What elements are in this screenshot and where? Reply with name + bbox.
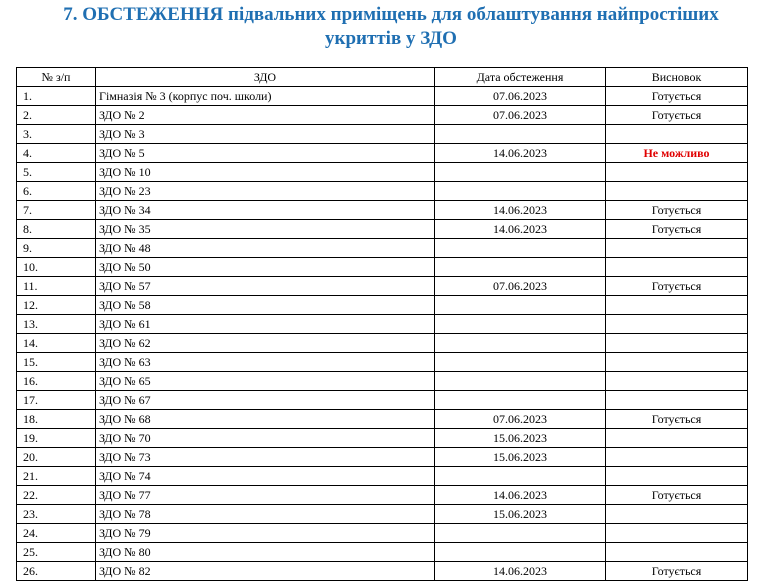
- table-row: [17, 182, 748, 201]
- row-survey-date: 15.06.2023: [435, 448, 606, 467]
- row-conclusion: [606, 429, 748, 448]
- table-row: [17, 524, 748, 543]
- row-conclusion: [606, 543, 748, 562]
- row-number: 15.: [17, 353, 96, 372]
- row-number: 22.: [17, 486, 96, 505]
- row-survey-date: [435, 315, 606, 334]
- row-survey-date: [435, 391, 606, 410]
- row-conclusion: [606, 296, 748, 315]
- row-conclusion: Готується: [606, 277, 748, 296]
- header-number: № з/п: [17, 68, 96, 87]
- table-row: [17, 87, 748, 106]
- row-institution: ЗДО № 80: [96, 543, 435, 562]
- row-conclusion: [606, 505, 748, 524]
- row-number: 5.: [17, 163, 96, 182]
- row-institution: Гімназія № 3 (корпус поч. школи): [96, 87, 435, 106]
- table-row: [17, 106, 748, 125]
- row-survey-date: [435, 258, 606, 277]
- row-conclusion: Не можливо: [606, 144, 748, 163]
- table-row: [17, 163, 748, 182]
- row-institution: ЗДО № 10: [96, 163, 435, 182]
- table-row: [17, 448, 748, 467]
- row-conclusion: [606, 448, 748, 467]
- row-survey-date: [435, 372, 606, 391]
- table-row: [17, 353, 748, 372]
- row-number: 18.: [17, 410, 96, 429]
- row-conclusion: Готується: [606, 87, 748, 106]
- table-row: [17, 562, 748, 581]
- table-row: [17, 296, 748, 315]
- row-survey-date: [435, 353, 606, 372]
- table-row: [17, 410, 748, 429]
- row-conclusion: [606, 334, 748, 353]
- table-header-row: [17, 68, 748, 87]
- table-row: [17, 429, 748, 448]
- table-row: [17, 315, 748, 334]
- row-institution: ЗДО № 77: [96, 486, 435, 505]
- header-institution: ЗДО: [96, 68, 435, 87]
- row-survey-date: 14.06.2023: [435, 220, 606, 239]
- row-survey-date: [435, 524, 606, 543]
- row-conclusion: [606, 524, 748, 543]
- row-number: 10.: [17, 258, 96, 277]
- row-institution: ЗДО № 3: [96, 125, 435, 144]
- row-number: 24.: [17, 524, 96, 543]
- row-number: 26.: [17, 562, 96, 581]
- row-number: 21.: [17, 467, 96, 486]
- row-institution: ЗДО № 65: [96, 372, 435, 391]
- table-row: [17, 258, 748, 277]
- row-institution: ЗДО № 79: [96, 524, 435, 543]
- row-institution: ЗДО № 35: [96, 220, 435, 239]
- row-institution: ЗДО № 50: [96, 258, 435, 277]
- survey-table: [16, 67, 748, 581]
- row-survey-date: 07.06.2023: [435, 106, 606, 125]
- row-survey-date: 14.06.2023: [435, 486, 606, 505]
- row-conclusion: [606, 353, 748, 372]
- row-number: 13.: [17, 315, 96, 334]
- row-conclusion: Готується: [606, 201, 748, 220]
- row-conclusion: [606, 467, 748, 486]
- row-survey-date: [435, 239, 606, 258]
- row-number: 8.: [17, 220, 96, 239]
- row-conclusion: Готується: [606, 410, 748, 429]
- row-institution: ЗДО № 74: [96, 467, 435, 486]
- row-institution: ЗДО № 73: [96, 448, 435, 467]
- row-number: 20.: [17, 448, 96, 467]
- row-number: 4.: [17, 144, 96, 163]
- row-institution: ЗДО № 78: [96, 505, 435, 524]
- page-title: [0, 3, 782, 51]
- row-survey-date: 07.06.2023: [435, 410, 606, 429]
- table-row: [17, 391, 748, 410]
- row-institution: ЗДО № 62: [96, 334, 435, 353]
- row-conclusion: [606, 315, 748, 334]
- row-conclusion: [606, 391, 748, 410]
- row-institution: ЗДО № 68: [96, 410, 435, 429]
- row-conclusion: [606, 258, 748, 277]
- table-row: [17, 467, 748, 486]
- row-number: 9.: [17, 239, 96, 258]
- row-number: 14.: [17, 334, 96, 353]
- row-institution: ЗДО № 58: [96, 296, 435, 315]
- row-survey-date: [435, 334, 606, 353]
- table-row: [17, 220, 748, 239]
- row-number: 11.: [17, 277, 96, 296]
- row-survey-date: [435, 125, 606, 144]
- row-survey-date: 14.06.2023: [435, 144, 606, 163]
- row-number: 6.: [17, 182, 96, 201]
- row-number: 23.: [17, 505, 96, 524]
- row-number: 17.: [17, 391, 96, 410]
- row-conclusion: [606, 182, 748, 201]
- row-number: 19.: [17, 429, 96, 448]
- row-survey-date: [435, 543, 606, 562]
- row-institution: ЗДО № 34: [96, 201, 435, 220]
- table-row: [17, 543, 748, 562]
- row-survey-date: [435, 296, 606, 315]
- row-survey-date: 15.06.2023: [435, 505, 606, 524]
- row-conclusion: Готується: [606, 220, 748, 239]
- table-row: [17, 334, 748, 353]
- table-row: [17, 505, 748, 524]
- row-survey-date: 15.06.2023: [435, 429, 606, 448]
- row-conclusion: [606, 372, 748, 391]
- row-institution: ЗДО № 23: [96, 182, 435, 201]
- row-number: 7.: [17, 201, 96, 220]
- row-institution: ЗДО № 82: [96, 562, 435, 581]
- title-line-1: 7. ОБСТЕЖЕННЯ підвальних приміщень для облаштування найпростіших: [63, 4, 719, 25]
- row-number: 25.: [17, 543, 96, 562]
- row-conclusion: [606, 239, 748, 258]
- table-row: [17, 239, 748, 258]
- row-number: 2.: [17, 106, 96, 125]
- row-institution: ЗДО № 57: [96, 277, 435, 296]
- row-survey-date: [435, 163, 606, 182]
- row-conclusion: Готується: [606, 106, 748, 125]
- row-survey-date: [435, 182, 606, 201]
- row-survey-date: [435, 467, 606, 486]
- row-survey-date: 07.06.2023: [435, 87, 606, 106]
- row-number: 16.: [17, 372, 96, 391]
- row-number: 12.: [17, 296, 96, 315]
- table-row: [17, 486, 748, 505]
- table-row: [17, 372, 748, 391]
- row-institution: ЗДО № 61: [96, 315, 435, 334]
- row-conclusion: Готується: [606, 562, 748, 581]
- row-conclusion: [606, 163, 748, 182]
- row-number: 1.: [17, 87, 96, 106]
- table-row: [17, 277, 748, 296]
- row-institution: ЗДО № 67: [96, 391, 435, 410]
- row-conclusion: Готується: [606, 486, 748, 505]
- row-survey-date: 07.06.2023: [435, 277, 606, 296]
- table-row: [17, 125, 748, 144]
- header-conclusion: Висновок: [606, 68, 748, 87]
- row-number: 3.: [17, 125, 96, 144]
- row-survey-date: 14.06.2023: [435, 562, 606, 581]
- row-institution: ЗДО № 2: [96, 106, 435, 125]
- row-institution: ЗДО № 48: [96, 239, 435, 258]
- table-row: [17, 201, 748, 220]
- row-institution: ЗДО № 5: [96, 144, 435, 163]
- row-conclusion: [606, 125, 748, 144]
- row-institution: ЗДО № 70: [96, 429, 435, 448]
- row-institution: ЗДО № 63: [96, 353, 435, 372]
- header-survey-date: Дата обстеження: [435, 68, 606, 87]
- table-row: [17, 144, 748, 163]
- title-line-2: укриттів у ЗДО: [325, 28, 457, 49]
- row-survey-date: 14.06.2023: [435, 201, 606, 220]
